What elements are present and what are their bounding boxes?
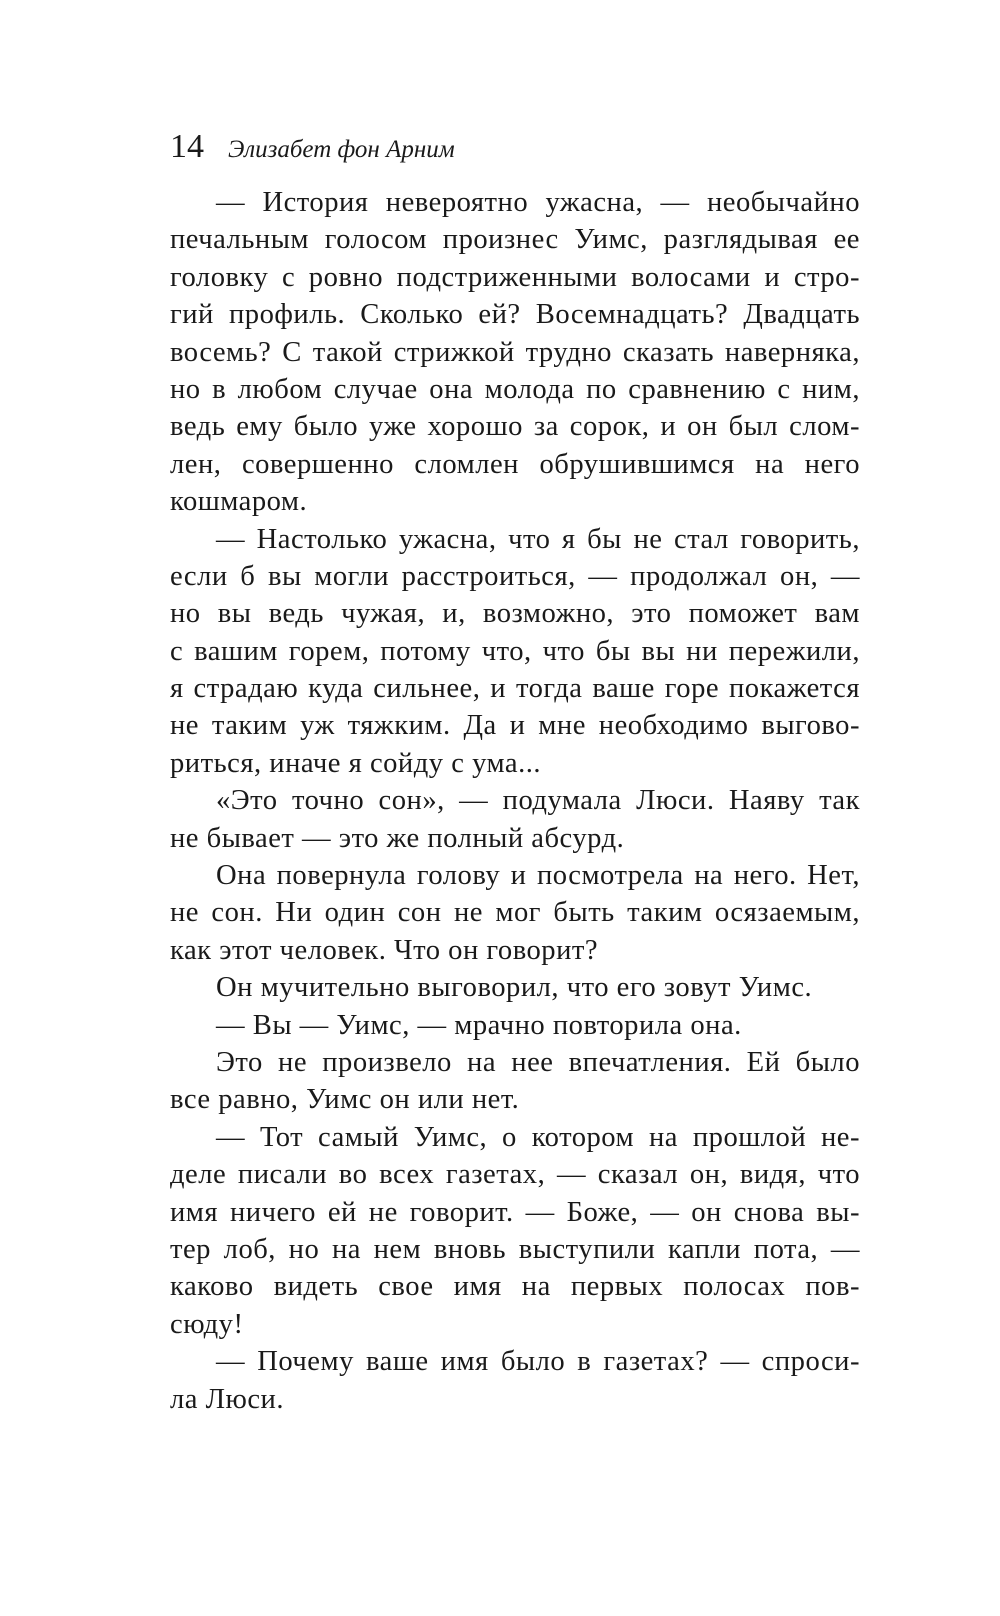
text-line: — Вы — Уимс, — мрачно повторила она. (216, 1009, 742, 1041)
text-line: не бывает — это же полный абсурд. (170, 822, 625, 854)
text-line: но вы ведь чужая, и, возможно, это поможет вам (170, 598, 860, 630)
text-line: «Это точно сон», — подумала Люси. Наяву так (216, 785, 860, 817)
text-line: не сон. Ни один сон не мог быть таким осязаемым, (170, 897, 860, 929)
body-text (170, 184, 860, 1418)
text-line: Это не произвело на нее впечатления. Ей было (216, 1046, 860, 1078)
text-line: гий профиль. Сколько ей? Восемнадцать? Двадцать (170, 299, 860, 331)
text-line: лен, совершенно сломлен обрушившимся на него (170, 448, 860, 480)
text-line: — Настолько ужасна, что я бы не стал говорить, (216, 523, 860, 555)
text-line: если б вы могли расстроиться, — продолжал он, — (170, 560, 860, 592)
text-line: Он мучительно выговорил, что его зовут Уимс. (216, 972, 813, 1004)
text-line: деле писали во всех газетах, — сказал он, видя, что (170, 1159, 860, 1191)
text-line: риться, иначе я сойду с ума... (170, 747, 542, 779)
text-line: кошмаром. (170, 486, 308, 518)
text-line: с вашим горем, потому что, что бы вы ни пережили, (170, 635, 860, 667)
text-line: я страдаю куда сильнее, и тогда ваше горе покажется (170, 673, 860, 705)
text-line: восемь? С такой стрижкой трудно сказать наверняка, (170, 336, 860, 368)
text-line: имя ничего ей не говорит. — Боже, — он снова вы- (170, 1196, 860, 1228)
text-line: каково видеть свое имя на первых полосах пов- (170, 1271, 860, 1303)
text-line: — История невероятно ужасна, — необычайно (216, 187, 860, 218)
running-head-author: Элизабет фон Арним (228, 136, 455, 163)
text-line: Она повернула голову и посмотрела на него. Нет, (216, 860, 860, 892)
text-line: ведь ему было уже хорошо за сорок, и он был слом- (170, 411, 860, 443)
text-line: печальным голосом произнес Уимс, разглядывая ее (170, 224, 860, 256)
text-line: — Почему ваше имя было в газетах? — спроси- (216, 1346, 860, 1378)
running-head (170, 128, 455, 168)
text-line: не таким уж тяжким. Да и мне необходимо выгово- (170, 710, 860, 742)
text-line: сюду! (170, 1308, 244, 1340)
text-line: как этот человек. Что он говорит? (170, 934, 599, 966)
text-line: но в любом случае она молода по сравнению с ним, (170, 373, 860, 405)
text-line: — Тот самый Уимс, о котором на прошлой не- (216, 1121, 860, 1153)
text-line: ла Люси. (170, 1383, 285, 1415)
page-number: 14 (170, 128, 204, 165)
text-line: тер лоб, но на нем вновь выступили капли пота, — (170, 1233, 860, 1265)
text-line: головку с ровно подстриженными волосами и стро- (170, 261, 860, 293)
text-line: все равно, Уимс он или нет. (170, 1084, 520, 1116)
